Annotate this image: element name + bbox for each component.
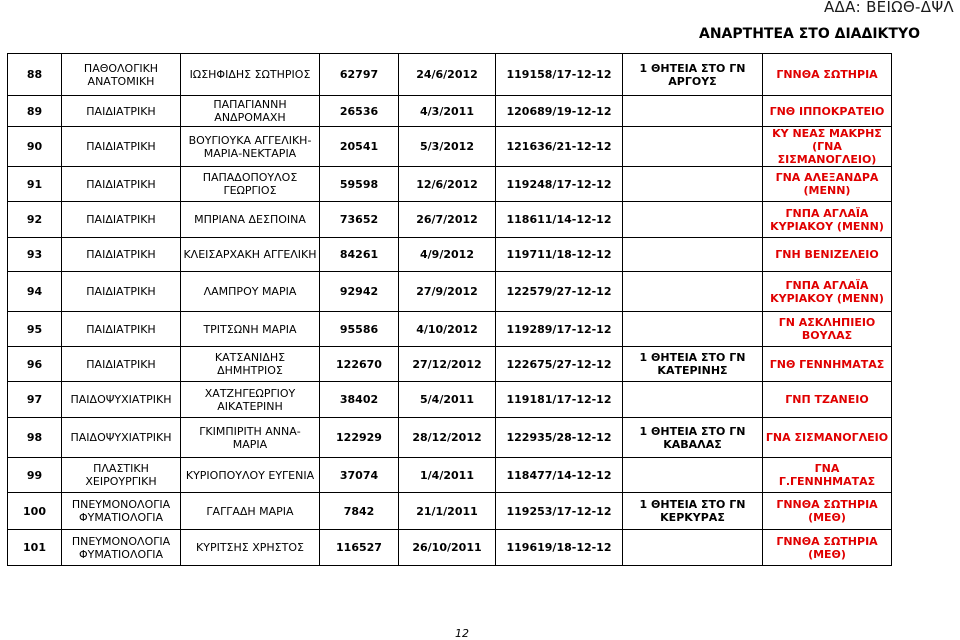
protocol-cell: 119711/18-12-12	[496, 238, 623, 272]
name-cell: ΧΑΤΖΗΓΕΩΡΓΙΟΥ ΑΙΚΑΤΕΡΙΝΗ	[181, 382, 320, 418]
hospital-cell: ΓΝΝΘΑ ΣΩΤΗΡΙΑ (ΜΕΘ)	[763, 493, 892, 530]
row-number: 92	[8, 202, 62, 238]
date-cell: 1/4/2011	[399, 458, 496, 493]
protocol-cell: 119158/17-12-12	[496, 54, 623, 96]
date-cell: 27/12/2012	[399, 347, 496, 382]
name-cell: ΠΑΠΑΓΙΑΝΝΗ ΑΝΔΡΟΜΑΧΗ	[181, 96, 320, 127]
table-row	[8, 54, 892, 96]
table-row	[8, 96, 892, 127]
name-cell: ΒΟΥΓΙΟΥΚΑ ΑΓΓΕΛΙΚΗ-ΜΑΡΙΑ-ΝΕΚΤΑΡΙΑ	[181, 127, 320, 167]
code-cell: 37074	[320, 458, 399, 493]
table-row	[8, 202, 892, 238]
code-cell: 73652	[320, 202, 399, 238]
table-row	[8, 272, 892, 312]
hospital-cell: ΓΝΑ Γ.ΓΕΝΝΗΜΑΤΑΣ	[763, 458, 892, 493]
name-cell: ΓΑΓΓΑΔΗ ΜΑΡΙΑ	[181, 493, 320, 530]
code-cell: 84261	[320, 238, 399, 272]
date-cell: 24/6/2012	[399, 54, 496, 96]
name-cell: ΜΠΡΙΑΝΑ ΔΕΣΠΟΙΝΑ	[181, 202, 320, 238]
position-cell: 1 ΘΗΤΕΙΑ ΣΤΟ ΓΝ ΚΑΒΑΛΑΣ	[623, 418, 763, 458]
code-cell: 38402	[320, 382, 399, 418]
table-row	[8, 167, 892, 202]
protocol-cell: 119181/17-12-12	[496, 382, 623, 418]
date-cell: 4/9/2012	[399, 238, 496, 272]
name-cell: ΓΚΙΜΠΙΡΙΤΗ ΑΝΝΑ-ΜΑΡΙΑ	[181, 418, 320, 458]
date-cell: 21/1/2011	[399, 493, 496, 530]
specialty-cell: ΠΝΕΥΜΟΝΟΛΟΓΙΑ ΦΥΜΑΤΙΟΛΟΓΙΑ	[62, 530, 181, 566]
protocol-cell: 122675/27-12-12	[496, 347, 623, 382]
code-cell: 122929	[320, 418, 399, 458]
hospital-cell: ΓΝΠ ΤΖΑΝΕΙΟ	[763, 382, 892, 418]
code-cell: 7842	[320, 493, 399, 530]
protocol-cell: 118611/14-12-12	[496, 202, 623, 238]
date-cell: 12/6/2012	[399, 167, 496, 202]
code-cell: 122670	[320, 347, 399, 382]
name-cell: ΚΥΡΙΤΣΗΣ ΧΡΗΣΤΟΣ	[181, 530, 320, 566]
date-cell: 5/3/2012	[399, 127, 496, 167]
position-cell	[623, 312, 763, 347]
specialty-cell: ΠΑΙΔΙΑΤΡΙΚΗ	[62, 312, 181, 347]
specialty-cell: ΠΑΙΔΙΑΤΡΙΚΗ	[62, 238, 181, 272]
specialty-cell: ΠΑΙΔΙΑΤΡΙΚΗ	[62, 347, 181, 382]
table-row	[8, 418, 892, 458]
row-number: 96	[8, 347, 62, 382]
specialty-cell: ΠΑΙΔΙΑΤΡΙΚΗ	[62, 202, 181, 238]
position-cell: 1 ΘΗΤΕΙΑ ΣΤΟ ΓΝ ΚΑΤΕΡΙΝΗΣ	[623, 347, 763, 382]
position-cell	[623, 202, 763, 238]
row-number: 91	[8, 167, 62, 202]
hospital-cell: ΓΝΘ ΓΕΝΝΗΜΑΤΑΣ	[763, 347, 892, 382]
name-cell: ΚΛΕΙΣΑΡΧΑΚΗ ΑΓΓΕΛΙΚΗ	[181, 238, 320, 272]
hospital-cell: ΓΝΗ ΒΕΝΙΖΕΛΕΙΟ	[763, 238, 892, 272]
position-cell: 1 ΘΗΤΕΙΑ ΣΤΟ ΓΝ ΑΡΓΟΥΣ	[623, 54, 763, 96]
protocol-cell: 119619/18-12-12	[496, 530, 623, 566]
protocol-cell: 121636/21-12-12	[496, 127, 623, 167]
row-number: 90	[8, 127, 62, 167]
hospital-cell: ΓΝΑ ΑΛΕΞΑΝΔΡΑ (ΜΕΝΝ)	[763, 167, 892, 202]
row-number: 95	[8, 312, 62, 347]
row-number: 94	[8, 272, 62, 312]
name-cell: ΤΡΙΤΣΩΝΗ ΜΑΡΙΑ	[181, 312, 320, 347]
name-cell: ΠΑΠΑΔΟΠΟΥΛΟΣ ΓΕΩΡΓΙΟΣ	[181, 167, 320, 202]
date-cell: 28/12/2012	[399, 418, 496, 458]
table-row	[8, 238, 892, 272]
position-cell	[623, 238, 763, 272]
specialty-cell: ΠΑΙΔΙΑΤΡΙΚΗ	[62, 96, 181, 127]
code-cell: 62797	[320, 54, 399, 96]
date-cell: 4/10/2012	[399, 312, 496, 347]
table-row	[8, 312, 892, 347]
code-cell: 20541	[320, 127, 399, 167]
code-cell: 26536	[320, 96, 399, 127]
position-cell	[623, 96, 763, 127]
hospital-cell: ΓΝΠΑ ΑΓΛΑΪΑ ΚΥΡΙΑΚΟΥ (ΜΕΝΝ)	[763, 272, 892, 312]
name-cell: ΚΑΤΣΑΝΙΔΗΣ ΔΗΜΗΤΡΙΟΣ	[181, 347, 320, 382]
position-cell	[623, 382, 763, 418]
row-number: 93	[8, 238, 62, 272]
hospital-cell: ΓΝΝΘΑ ΣΩΤΗΡΙΑ	[763, 54, 892, 96]
position-cell	[623, 167, 763, 202]
protocol-cell: 119248/17-12-12	[496, 167, 623, 202]
specialty-cell: ΠΑΘΟΛΟΓΙΚΗ ΑΝΑΤΟΜΙΚΗ	[62, 54, 181, 96]
protocol-cell: 122579/27-12-12	[496, 272, 623, 312]
specialty-cell: ΠΑΙΔΙΑΤΡΙΚΗ	[62, 272, 181, 312]
date-cell: 26/7/2012	[399, 202, 496, 238]
protocol-cell: 118477/14-12-12	[496, 458, 623, 493]
table-row	[8, 530, 892, 566]
name-cell: ΙΩΣΗΦΙΔΗΣ ΣΩΤΗΡΙΟΣ	[181, 54, 320, 96]
row-number: 100	[8, 493, 62, 530]
date-cell: 5/4/2011	[399, 382, 496, 418]
row-number: 98	[8, 418, 62, 458]
specialty-cell: ΠΑΙΔΙΑΤΡΙΚΗ	[62, 127, 181, 167]
date-cell: 26/10/2011	[399, 530, 496, 566]
hospital-cell: ΓΝΑ ΣΙΣΜΑΝΟΓΛΕΙΟ	[763, 418, 892, 458]
position-cell	[623, 127, 763, 167]
table-row	[8, 127, 892, 167]
date-cell: 27/9/2012	[399, 272, 496, 312]
position-cell: 1 ΘΗΤΕΙΑ ΣΤΟ ΓΝ ΚΕΡΚΥΡΑΣ	[623, 493, 763, 530]
code-cell: 116527	[320, 530, 399, 566]
protocol-cell: 120689/19-12-12	[496, 96, 623, 127]
row-number: 89	[8, 96, 62, 127]
code-cell: 95586	[320, 312, 399, 347]
position-cell	[623, 530, 763, 566]
posting-notice: ΑΝΑΡΤΗΤΕΑ ΣΤΟ ΔΙΑΔΙΚΤΥΟ	[699, 26, 920, 42]
hospital-cell: ΚΥ ΝΕΑΣ ΜΑΚΡΗΣ (ΓΝΑ ΣΙΣΜΑΝΟΓΛΕΙΟ)	[763, 127, 892, 167]
specialty-cell: ΠΑΙΔΙΑΤΡΙΚΗ	[62, 167, 181, 202]
row-number: 88	[8, 54, 62, 96]
hospital-cell: ΓΝΘ ΙΠΠΟΚΡΑΤΕΙΟ	[763, 96, 892, 127]
table-row	[8, 493, 892, 530]
table-row	[8, 347, 892, 382]
table-row	[8, 458, 892, 493]
hospital-cell: ΓΝΠΑ ΑΓΛΑΪΑ ΚΥΡΙΑΚΟΥ (ΜΕΝΝ)	[763, 202, 892, 238]
name-cell: ΛΑΜΠΡΟΥ ΜΑΡΙΑ	[181, 272, 320, 312]
table-row	[8, 382, 892, 418]
code-cell: 59598	[320, 167, 399, 202]
specialty-cell: ΠΑΙΔΟΨΥΧΙΑΤΡΙΚΗ	[62, 418, 181, 458]
name-cell: ΚΥΡΙΟΠΟΥΛΟΥ ΕΥΓΕΝΙΑ	[181, 458, 320, 493]
specialty-cell: ΠΑΙΔΟΨΥΧΙΑΤΡΙΚΗ	[62, 382, 181, 418]
row-number: 99	[8, 458, 62, 493]
row-number: 97	[8, 382, 62, 418]
row-number: 101	[8, 530, 62, 566]
position-cell	[623, 272, 763, 312]
appointments-table	[7, 53, 892, 566]
page-number: 12	[455, 627, 469, 640]
specialty-cell: ΠΝΕΥΜΟΝΟΛΟΓΙΑ ΦΥΜΑΤΙΟΛΟΓΙΑ	[62, 493, 181, 530]
code-cell: 92942	[320, 272, 399, 312]
date-cell: 4/3/2011	[399, 96, 496, 127]
hospital-cell: ΓΝ ΑΣΚΛΗΠΙΕΙΟ ΒΟΥΛΑΣ	[763, 312, 892, 347]
specialty-cell: ΠΛΑΣΤΙΚΗ ΧΕΙΡΟΥΡΓΙΚΗ	[62, 458, 181, 493]
hospital-cell: ΓΝΝΘΑ ΣΩΤΗΡΙΑ (ΜΕΘ)	[763, 530, 892, 566]
ada-code: ΑΔΑ: ΒΕΙΩΘ-ΔΨΛ	[823, 0, 954, 16]
protocol-cell: 119253/17-12-12	[496, 493, 623, 530]
position-cell	[623, 458, 763, 493]
protocol-cell: 122935/28-12-12	[496, 418, 623, 458]
protocol-cell: 119289/17-12-12	[496, 312, 623, 347]
